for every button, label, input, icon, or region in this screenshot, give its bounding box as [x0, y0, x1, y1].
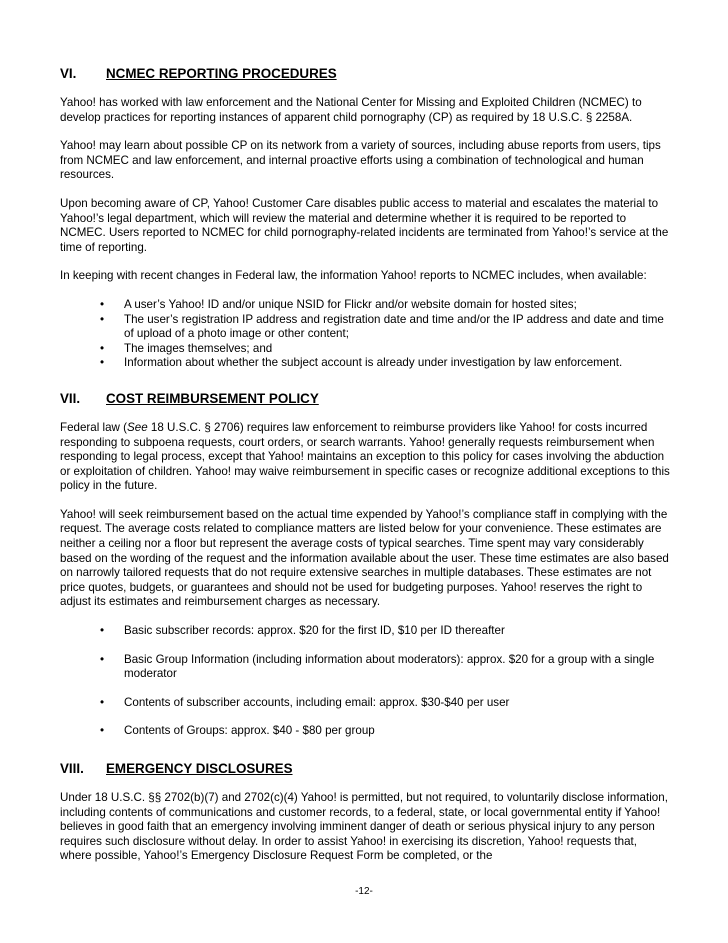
list-item [60, 356, 670, 371]
list-item [60, 313, 670, 342]
section-emergency-disclosures [60, 761, 670, 864]
paragraph: Under 18 U.S.C. §§ 2702(b)(7) and 2702(c)(4) Yahoo! is permitted, but not required, to voluntarily disclose information, including contents of communications and customer records, to a federal, state, or local governmental entity if Yahoo! believes in good faith that an emergency involving imminent danger of death or serious physical injury to any person requires such disclosure without delay. In order to assist Yahoo! in exercising its discretion, Yahoo! requests that, where possible, Yahoo!’s Emergency Disclosure Request Form be completed, or the [60, 791, 668, 863]
section-number: VII. [60, 390, 81, 406]
section-title: NCMEC REPORTING PROCEDURES [106, 66, 337, 81]
section-number: VI. [60, 66, 77, 81]
section-heading [60, 391, 670, 407]
list-item [60, 696, 670, 711]
section-heading [60, 761, 670, 777]
document-page [60, 66, 670, 878]
section-title: EMERGENCY DISCLOSURES [106, 761, 293, 776]
section-heading [60, 66, 670, 82]
list-item-text: Basic subscriber records: approx. $20 for the first ID, $10 per ID thereafter [124, 624, 505, 638]
citation-signal: See [127, 420, 148, 434]
list-item-text: The user’s registration IP address and registration date and time and/or the IP address and date and time of upload of a photo image or other content; [124, 312, 664, 341]
bullet-icon: • [100, 341, 105, 355]
paragraph [60, 421, 670, 494]
section-title: COST REIMBURSEMENT POLICY [106, 390, 319, 406]
bullet-icon: • [100, 724, 105, 738]
list-item [60, 724, 670, 739]
section-cost-reimbursement [60, 391, 670, 739]
list-item [60, 653, 670, 682]
list-item [60, 624, 670, 639]
paragraph: In keeping with recent changes in Federal law, the information Yahoo! reports to NCMEC includes, when available: [60, 269, 647, 283]
bullet-icon: • [100, 695, 105, 709]
bullet-icon: • [100, 297, 105, 311]
paragraph: Yahoo! may learn about possible CP on its network from a variety of sources, including abuse reports from users, tips from NCMEC and law enforcement, and internal proactive efforts using a combination of technological and human resources. [60, 139, 661, 182]
paragraph: Yahoo! will seek reimbursement based on the actual time expended by Yahoo!’s compliance staff in complying with the request. The average costs related to compliance matters are listed below for your convenience. These estimates are neither a ceiling nor a floor but represent the average costs of typical searches. Time spent may vary considerably based on the wording of the request and the information available about the user. These time estimates are also based on narrowly tailored requests that do not require extensive searches in multiple databases. These estimates are not price quotes, budgets, or guarantees and should not be used for budgeting purposes. Yahoo! reserves the right to adjust its estimates and reimbursement charges as necessary. [60, 507, 669, 609]
list-item-text: Contents of Groups: approx. $40 - $80 per group [124, 724, 375, 738]
bullet-icon: • [100, 356, 105, 370]
paragraph-text: Federal law ( [60, 420, 128, 434]
page-number: -12- [355, 886, 373, 897]
list-item [60, 342, 670, 357]
section-number: VIII. [60, 761, 84, 776]
bullet-icon: • [100, 652, 105, 666]
list-item-text: Information about whether the subject account is already under investigation by law enforcement. [124, 356, 623, 370]
paragraph: Yahoo! has worked with law enforcement and the National Center for Missing and Exploited Children (NCMEC) to develop practices for reporting instances of apparent child pornography (CP) as required by 18 U.S.C. § 2258A. [60, 96, 642, 124]
bullet-list [60, 298, 670, 371]
list-item-text: The images themselves; and [124, 341, 273, 355]
list-item-text: Basic Group Information (including information about moderators): approx. $20 for a group with a single moderator [124, 652, 655, 681]
bullet-icon: • [100, 312, 105, 326]
cost-list [60, 624, 670, 739]
bullet-icon: • [100, 624, 105, 638]
list-item-text: Contents of subscriber accounts, including email: approx. $30-$40 per user [124, 695, 510, 709]
paragraph-text: 18 U.S.C. § 2706) requires law enforcement to reimburse providers like Yahoo! for costs incurred responding to subpoena requests, court orders, or search warrants. Yahoo! generally requests reimbursement when responding to legal process, except that Yahoo! maintains an exception to this policy for cases involving the abduction or exploitation of children. Yahoo! may waive reimbursement in specific cases or recognize additional exceptions to this policy in the future. [60, 420, 670, 493]
list-item-text: A user’s Yahoo! ID and/or unique NSID for Flickr and/or website domain for hosted sites; [124, 297, 577, 311]
paragraph: Upon becoming aware of CP, Yahoo! Customer Care disables public access to material and escalates the material to Yahoo!’s legal department, which will review the material and determine whether it is required to be reported to NCMEC. Users reported to NCMEC for child pornography-related incidents are terminated from Yahoo!’s service at the time of reporting. [60, 196, 669, 254]
section-ncmec-reporting [60, 66, 670, 371]
list-item [60, 298, 670, 313]
